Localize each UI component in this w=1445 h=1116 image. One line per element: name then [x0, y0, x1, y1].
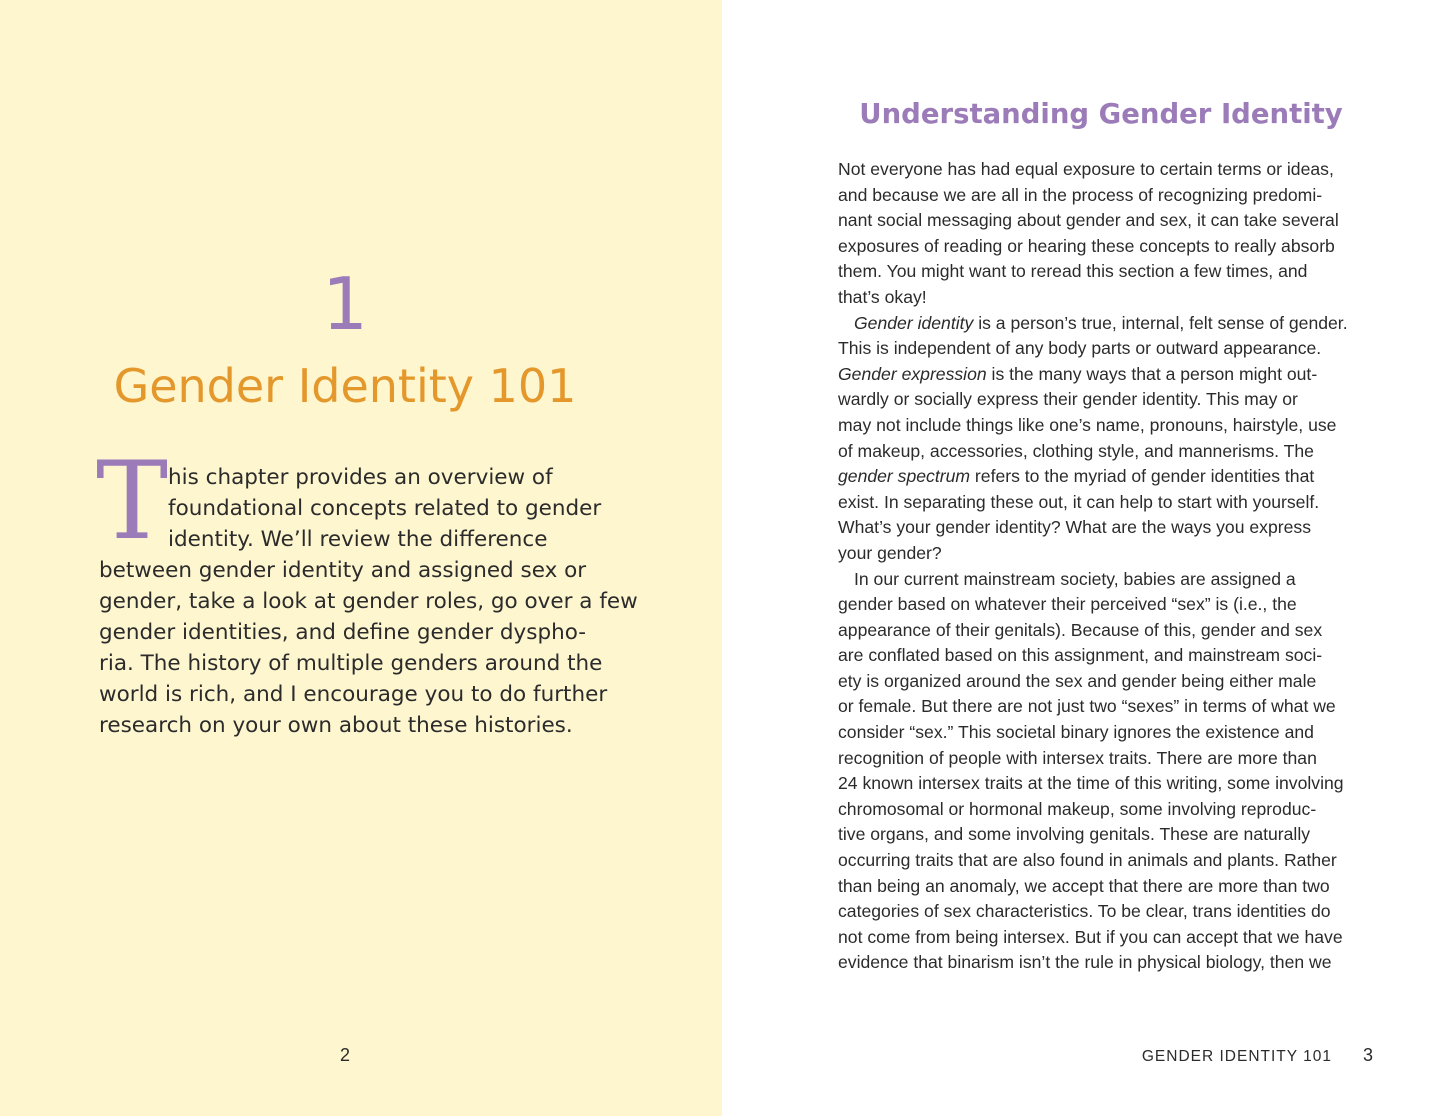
drop-cap: T [96, 439, 169, 564]
body-line: exposures of reading or hearing these concepts to really absorb [838, 235, 1335, 256]
body-line: appearance of their genitals). Because of this, gender and sex [838, 619, 1323, 640]
body-line: of makeup, accessories, clothing style, and mannerisms. The [838, 440, 1314, 461]
section-title: Understanding Gender Identity [859, 98, 1343, 130]
body-line: and because we are all in the process of recognizing predomi- [838, 184, 1323, 205]
italic-term: Gender expression [838, 363, 987, 384]
intro-line: gender, take a look at gender roles, go over a few [99, 589, 638, 614]
intro-line: world is rich, and I encourage you to do further [99, 682, 608, 707]
body-line: may not include things like one’s name, pronouns, hairstyle, use [838, 414, 1337, 435]
page-number-left: 2 [339, 1045, 350, 1065]
body-line: gender spectrum refers to the myriad of gender identities that [838, 466, 1315, 487]
body-line: Not everyone has had equal exposure to certain terms or ideas, [838, 159, 1334, 179]
body-line: ety is organized around the sex and gender being either male [838, 670, 1317, 691]
intro-line: ria. The history of multiple genders around the [99, 651, 603, 676]
body-line: not come from being intersex. But if you can accept that we have [838, 926, 1343, 947]
intro-line: foundational concepts related to gender [168, 496, 602, 521]
intro-line: between gender identity and assigned sex or [99, 558, 587, 583]
body-line: or female. But there are not just two “sexes” in terms of what we [838, 696, 1336, 717]
body-line: 24 known intersex traits at the time of this writing, some involving [838, 773, 1344, 794]
body-line: This is independent of any body parts or outward appearance. [838, 338, 1322, 359]
chapter-number: 1 [322, 262, 368, 346]
body-line: occurring traits that are also found in animals and plants. Rather [838, 850, 1337, 871]
intro-line: identity. We’ll review the difference [168, 527, 548, 552]
body-line: recognition of people with intersex traits. There are more than [838, 747, 1317, 768]
chapter-intro [99, 462, 638, 741]
body-line: chromosomal or hormonal makeup, some involving reproduc- [838, 798, 1317, 819]
body-line: consider “sex.” This societal binary ignores the existence and [838, 722, 1314, 743]
body-line: exist. In separating these out, it can help to start with yourself. [838, 491, 1320, 512]
body-line: What’s your gender identity? What are the ways you express [838, 517, 1311, 538]
italic-term: gender spectrum [838, 466, 971, 487]
body-line: Gender expression is the many ways that a person might out- [838, 363, 1318, 384]
body-text [838, 157, 1378, 976]
left-page [0, 0, 722, 1116]
page-number-right: 3 [1362, 1045, 1373, 1065]
intro-line: his chapter provides an overview of [168, 465, 553, 490]
body-line: your gender? [838, 542, 942, 563]
body-line: than being an anomaly, we accept that there are more than two [838, 875, 1330, 896]
chapter-title: Gender Identity 101 [113, 359, 577, 413]
body-line: nant social messaging about gender and sex, it can take several [838, 210, 1339, 231]
body-line: categories of sex characteristics. To be clear, trans identities do [838, 901, 1331, 922]
body-line: are conflated based on this assignment, and mainstream soci- [838, 645, 1323, 666]
body-line: Gender identity is a person’s true, internal, felt sense of gender. [854, 312, 1348, 333]
body-line: them. You might want to reread this section a few times, and [838, 261, 1308, 282]
body-line: gender based on whatever their perceived “sex” is (i.e., the [838, 594, 1297, 615]
italic-term: Gender identity [854, 312, 974, 333]
body-line: wardly or socially express their gender identity. This may or [838, 389, 1298, 410]
intro-line: gender identities, and define gender dyspho- [99, 620, 587, 645]
body-line: evidence that binarism isn’t the rule in physical biology, then we [838, 952, 1332, 973]
running-head: GENDER IDENTITY 101 [1141, 1048, 1332, 1065]
intro-line: research on your own about these histories. [99, 713, 573, 738]
body-line: that’s okay! [838, 286, 927, 307]
body-line: tive organs, and some involving genitals. These are naturally [838, 824, 1311, 845]
body-line: In our current mainstream society, babies are assigned a [854, 568, 1296, 589]
